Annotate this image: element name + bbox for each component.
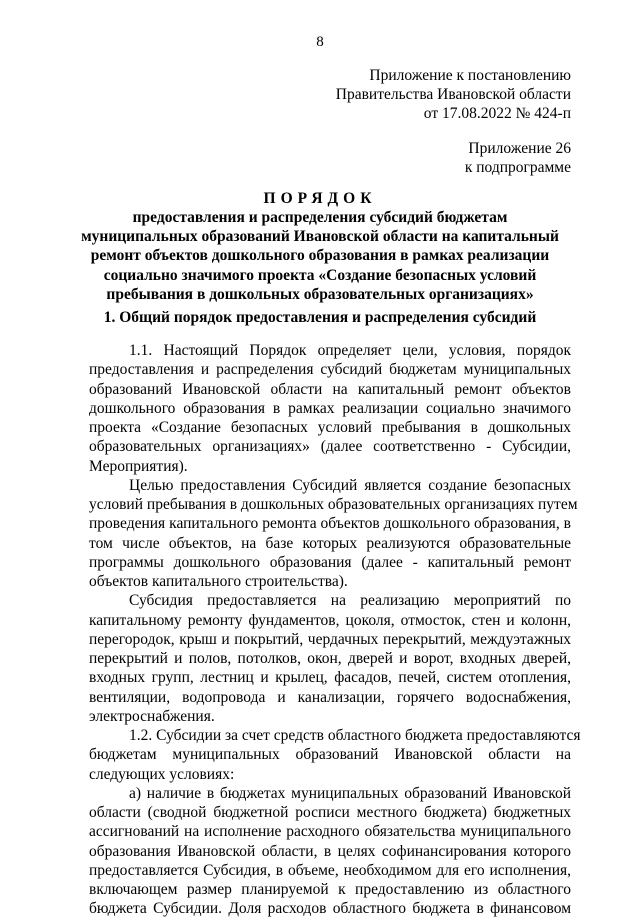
paragraph-line: 1.2. Субсидии за счет средств областного бюджета предоставляются xyxy=(129,727,581,744)
attachment-line: Правительства Ивановской области xyxy=(335,86,571,103)
paragraph-line: образовательных организациях» (далее соответственно - Субсидии, xyxy=(89,438,571,456)
paragraph-line: перекрытий и полов, потолков, окон, дверей и ворот, входных дверей, xyxy=(89,650,571,667)
paragraph-line: 1.1. Настоящий Порядок определяет цели, условия, порядок xyxy=(129,342,571,359)
document-title: ПОРЯДОК xyxy=(263,190,377,207)
paragraph-line: Мероприятия). xyxy=(89,457,188,475)
paragraph-line: следующих условиях: xyxy=(89,765,235,783)
attachment-line: к подпрограмме xyxy=(464,159,571,176)
paragraph xyxy=(89,476,578,592)
paragraph-line: программы дошкольного образования (далее - капитальный ремонт xyxy=(89,553,571,571)
subtitle-line: предоставления и распределения субсидий бюджетам xyxy=(132,209,508,226)
paragraph-line: ассигнований на исполнение расходного обязательства муниципального xyxy=(89,823,571,841)
paragraph-line: объектов капитального строительства). xyxy=(89,573,348,590)
paragraph-line: а) наличие в бюджетах муниципальных образований Ивановской xyxy=(129,784,571,802)
paragraph-line: образований Ивановской области на капитальный ремонт объектов xyxy=(89,380,571,398)
paragraph-line: электроснабжения. xyxy=(89,707,215,725)
paragraph-line: проекта «Создание безопасных условий пребывания в дошкольных xyxy=(89,419,571,436)
paragraph xyxy=(89,341,571,476)
paragraph xyxy=(89,784,571,919)
attachment-line: Приложение к постановлению xyxy=(369,67,571,84)
paragraph-line: вентиляции, водопровода и канализации, горячего водоснабжения, xyxy=(89,688,571,706)
paragraph-line: перегородок, крыш и покрытий, чердачных перекрытий, междуэтажных xyxy=(89,630,571,648)
paragraph-line: Субсидия предоставляется на реализацию мероприятий по xyxy=(129,592,571,610)
subprogram-attachment-reference xyxy=(465,139,571,177)
paragraph-line: проведения капитального ремонта объектов дошкольного образования, в xyxy=(89,515,571,533)
page-number: 8 xyxy=(316,34,324,50)
paragraph-line: Целью предоставления Субсидий является создание безопасных xyxy=(129,476,571,494)
subtitle-line: пребывания в дошкольных образовательных организациях» xyxy=(106,285,534,303)
paragraph-line: предоставления и распределения субсидий бюджетам муниципальных xyxy=(89,361,571,379)
subtitle-line: ремонт объектов дошкольного образования в рамках реализации xyxy=(90,247,550,265)
subtitle-line: социально значимого проекта «Создание безопасных условий xyxy=(103,266,537,284)
paragraph-line: капитальному ремонту фундаментов, цоколя, отмосток, стен и колонн, xyxy=(89,611,571,629)
paragraph-line: области (сводной бюджетной росписи местного бюджета) бюджетных xyxy=(89,804,571,821)
attachment-reference xyxy=(336,66,571,123)
paragraph-line: включающем размер планируемой к предоставлению из областного xyxy=(89,881,571,898)
paragraph-line: том числе объектов, на базе которых реализуются образовательные xyxy=(89,534,571,552)
paragraph-line: образования Ивановской области, в целях софинансирования которого xyxy=(89,842,571,860)
paragraph xyxy=(89,726,581,784)
paragraph-line: бюджетам муниципальных образований Ивановской области на xyxy=(89,746,571,764)
attachment-line: от 17.08.2022 № 424-п xyxy=(423,105,571,122)
paragraph-line: предоставляется Субсидия, в объеме, необходимом для его исполнения, xyxy=(89,861,571,879)
document-body xyxy=(89,341,581,919)
paragraph-line: дошкольного образования в рамках реализации социально значимого xyxy=(89,399,571,417)
paragraph xyxy=(89,591,571,726)
section-heading: 1. Общий порядок предоставления и распределения субсидий xyxy=(103,309,537,326)
paragraph-line: входных групп, лестниц и крылец, фасадов, печей, систем отопления, xyxy=(89,669,571,687)
document-subtitle xyxy=(80,208,560,304)
attachment-line: Приложение 26 xyxy=(468,140,571,157)
paragraph-line: условий пребывания в дошкольных образовательных организациях путем xyxy=(89,496,578,513)
subtitle-line: муниципальных образований Ивановской области на капитальный xyxy=(81,228,559,246)
paragraph-line: бюджета Субсидии. Доля расходов областного бюджета в финансовом xyxy=(89,900,571,918)
